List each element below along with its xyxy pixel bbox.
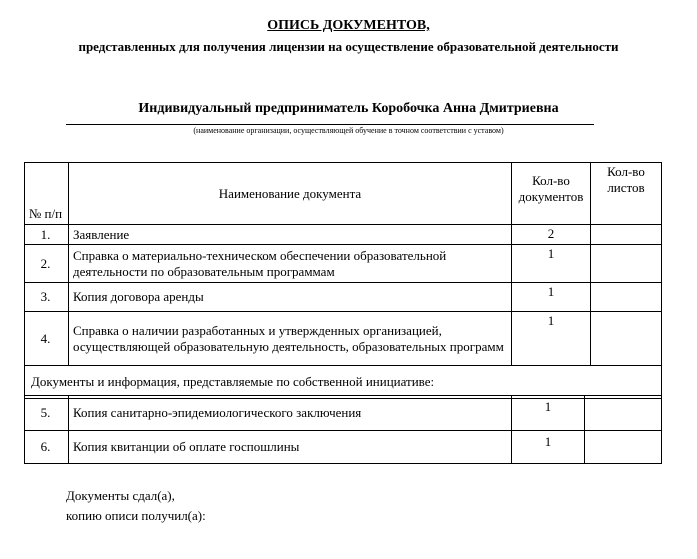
additional-documents-table [24,395,662,464]
row-num: 5. [25,396,69,431]
row-sheets [591,225,662,245]
footer-received: копию описи получил(а): [66,508,206,523]
table-row [25,245,662,283]
row-name: Копия квитанции об оплате госпошлины [69,431,512,464]
row-docs: 2 [512,225,591,245]
row-num: 2. [25,245,69,283]
row-num: 6. [25,431,69,464]
row-docs: 1 [512,396,585,431]
header-name: Наименование документа [69,163,512,225]
row-sheets [591,312,662,366]
row-name: Заявление [69,225,512,245]
row-sheets [591,245,662,283]
row-num: 1. [25,225,69,245]
footer [66,486,206,526]
header-docs-count: Кол-во документов [512,163,591,225]
table-row [25,312,662,366]
footer-submitted: Документы сдал(а), [66,488,175,503]
row-name: Копия санитарно-эпидемиологического заключения [69,396,512,431]
header-sheets-count: Кол-во листов [591,163,662,225]
row-sheets [591,283,662,312]
document-title: ОПИСЬ ДОКУМЕНТОВ, [267,18,430,33]
row-sheets [585,396,662,431]
organization-underline [66,124,594,125]
table-row [25,396,662,431]
section-title: Документы и информация, представляемые по собственной инициативе: [25,366,662,399]
organization-hint: (наименование организации, осуществляющей обучение в точном соответствии с уставом) [193,126,504,135]
row-docs: 1 [512,245,591,283]
row-docs: 1 [512,431,585,464]
header-num: № п/п [25,163,69,225]
row-docs: 1 [512,312,591,366]
table-row [25,431,662,464]
table-header-row [25,163,662,225]
row-num: 4. [25,312,69,366]
table-row [25,283,662,312]
section-row [25,366,662,399]
organization-name: Индивидуальный предприниматель Коробочка Анна Дмитриевна [138,101,559,116]
row-name: Копия договора аренды [69,283,512,312]
table-row [25,225,662,245]
row-sheets [585,431,662,464]
row-docs: 1 [512,283,591,312]
document-subtitle: представленных для получения лицензии на осуществление образовательной деятельности [78,39,619,54]
documents-table [24,162,662,399]
row-num: 3. [25,283,69,312]
row-name: Справка о наличии разработанных и утвержденных организацией, осуществляющей образовательную деятельность, образовательных программ [69,312,512,366]
row-name: Справка о материально-техническом обеспечении образовательной деятельности по образовательным программам [69,245,512,283]
